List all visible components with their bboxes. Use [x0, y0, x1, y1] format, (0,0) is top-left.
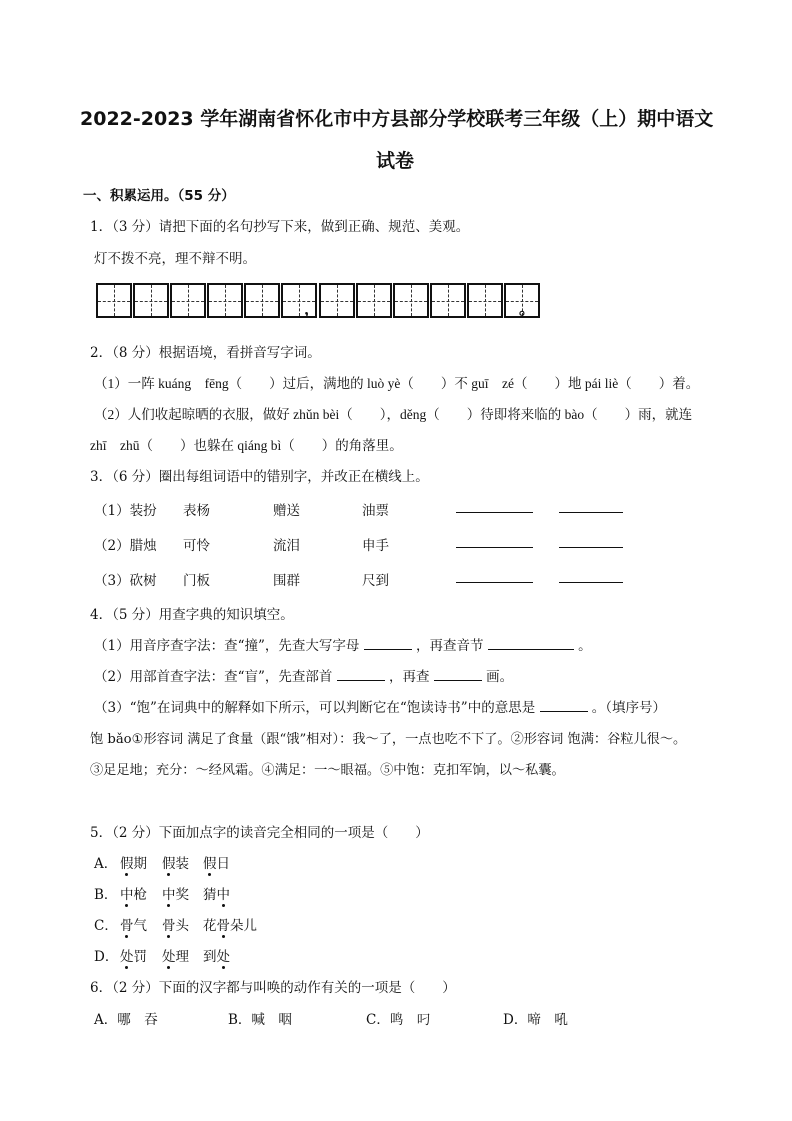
option-word [120, 852, 147, 872]
dotted-character: 中 [217, 883, 231, 903]
character: 装 [175, 856, 189, 872]
word[interactable]: 申手 [362, 538, 389, 554]
character: 日 [216, 856, 230, 872]
question-2-line-2: （2）人们收起晾晒的衣服，做好 zhǔn bèi（ ），děng（ ）待即将来临的 bào（ ）雨，就连 [94, 407, 693, 422]
option-word [203, 945, 230, 965]
option-c[interactable]: C．鸣 叼 [366, 1012, 431, 1028]
word[interactable]: 表杨 [183, 503, 210, 519]
dotted-character: 中 [162, 883, 176, 903]
dictionary-definition-1: 饱 bǎo①形容词 满足了食量（跟“饿”相对）：我～了，一点也吃不下了。②形容词 饱满：谷粒儿很～。 [90, 732, 687, 747]
question-4-part-1 [94, 634, 592, 654]
writing-box[interactable] [207, 283, 243, 318]
option-word [203, 852, 230, 872]
word[interactable]: 可怜 [183, 538, 210, 554]
section-heading: 一、积累运用。（55 分） [83, 188, 235, 204]
text: （3）“饱”在词典中的解释如下所示，可以判断它在“饱读诗书”中的意思是 [94, 700, 536, 716]
grid-comma: ， [304, 299, 321, 318]
fill-blank[interactable] [540, 697, 588, 712]
character: 花 [203, 918, 217, 934]
option-word [162, 852, 189, 872]
text: 。 [578, 638, 592, 654]
character: 到 [203, 949, 217, 965]
text: ，再查 [389, 669, 430, 685]
title-line-1: 2022-2023 学年湖南省怀化市中方县部分学校联考三年级（上）期中语文 [80, 108, 714, 130]
word[interactable]: （2）腊烛 [94, 538, 157, 554]
fill-blank[interactable] [364, 635, 412, 650]
dotted-character: 处 [162, 945, 176, 965]
text: 画。 [486, 669, 514, 685]
option-word [162, 914, 189, 934]
writing-box[interactable] [430, 283, 466, 318]
word[interactable]: 赠送 [273, 503, 300, 519]
writing-box[interactable] [170, 283, 206, 318]
text: 。（填序号） [591, 700, 667, 716]
option-label: A． [94, 856, 118, 872]
writing-box[interactable] [356, 283, 392, 318]
option-label: C． [94, 918, 118, 934]
character: 枪 [133, 887, 147, 903]
answer-line[interactable] [559, 582, 623, 583]
word[interactable]: 流泪 [273, 538, 300, 554]
option-d[interactable]: D．啼 吼 [503, 1012, 568, 1028]
option-b[interactable]: B．喊 咽 [228, 1012, 292, 1028]
text: ，再查音节 [416, 638, 484, 654]
fill-blank[interactable] [337, 666, 385, 681]
option-word [203, 914, 257, 934]
option-word [203, 883, 230, 903]
question-4-stem: 4．（5 分）用查字典的知识填空。 [90, 607, 294, 623]
dotted-character: 处 [217, 945, 231, 965]
answer-line[interactable] [559, 512, 623, 513]
word[interactable]: 门板 [183, 573, 210, 589]
writing-box[interactable] [244, 283, 280, 318]
dotted-character: 骨 [162, 914, 176, 934]
option-label: B． [94, 887, 118, 903]
question-5-stem: 5．（2 分）下面加点字的读音完全相同的一项是（ ） [90, 825, 429, 841]
question-4-part-2 [94, 665, 513, 685]
question-4-part-3 [94, 696, 666, 716]
option-word [120, 945, 147, 965]
option-word [120, 914, 147, 934]
character: 罚 [133, 949, 147, 965]
word[interactable]: 油票 [362, 503, 389, 519]
writing-box[interactable] [467, 283, 503, 318]
dotted-character: 处 [120, 945, 134, 965]
character: 理 [175, 949, 189, 965]
word[interactable]: 尺到 [362, 573, 389, 589]
writing-grid-right[interactable] [319, 283, 541, 320]
character: 头 [175, 918, 189, 934]
title-line-2: 试卷 [376, 150, 415, 172]
writing-box[interactable] [393, 283, 429, 318]
word[interactable]: 围群 [273, 573, 300, 589]
question-1-sentence: 灯不拨不亮，理不辩不明。 [94, 251, 256, 267]
question-2-line-3: zhī zhū（ ）也躲在 qiáng bì（ ）的角落里。 [90, 438, 403, 453]
fill-blank[interactable] [434, 666, 482, 681]
answer-line[interactable] [456, 512, 533, 513]
option-a[interactable]: A．哪 吞 [94, 1012, 158, 1028]
word[interactable]: （1）装扮 [94, 503, 157, 519]
fill-blank[interactable] [488, 635, 574, 650]
text: （2）用部首查字法：查“盲”，先查部首 [94, 669, 333, 685]
writing-box[interactable] [133, 283, 169, 318]
answer-line[interactable] [456, 582, 533, 583]
option-word [120, 883, 147, 903]
dictionary-definition-2: ③足足地；充分：～经风霜。④满足：一～眼福。⑤中饱：克扣军饷，以～私囊。 [90, 763, 565, 778]
character: 猜 [203, 887, 217, 903]
writing-grid-left[interactable] [96, 283, 321, 320]
word[interactable]: （3）砍树 [94, 573, 157, 589]
grid-period: 。 [519, 299, 536, 318]
character: 气 [133, 918, 147, 934]
question-3-stem: 3．（6 分）圈出每组词语中的错别字，并改正在横线上。 [90, 469, 429, 485]
character: 儿 [243, 918, 257, 934]
option-word [162, 945, 189, 965]
character: 期 [133, 856, 147, 872]
option-word [162, 883, 189, 903]
text: （1）用音序查字法：查“撞”，先查大写字母 [94, 638, 360, 654]
dotted-character: 假 [120, 852, 134, 872]
question-1-stem: 1．（3 分）请把下面的名句抄写下来，做到正确、规范、美观。 [90, 219, 470, 235]
writing-box[interactable] [319, 283, 355, 318]
character: 奖 [175, 887, 189, 903]
dotted-character: 假 [203, 852, 217, 872]
dotted-character: 骨 [120, 914, 134, 934]
answer-line[interactable] [559, 547, 623, 548]
question-2-line-1: （1）一阵 kuáng fēng（ ）过后，满地的 luò yè（ ）不 guī zé（ ）地 pái liè（ ）着。 [94, 376, 700, 391]
character: 朵 [230, 918, 244, 934]
dotted-character: 假 [162, 852, 176, 872]
dotted-character: 中 [120, 883, 134, 903]
dotted-character: 骨 [217, 914, 231, 934]
question-6-stem: 6．（2 分）下面的汉字都与叫唤的动作有关的一项是（ ） [90, 980, 456, 996]
option-label: D． [94, 949, 119, 965]
question-2-stem: 2．（8 分）根据语境，看拼音写字词。 [90, 345, 321, 361]
writing-box[interactable] [96, 283, 132, 318]
answer-line[interactable] [456, 547, 533, 548]
